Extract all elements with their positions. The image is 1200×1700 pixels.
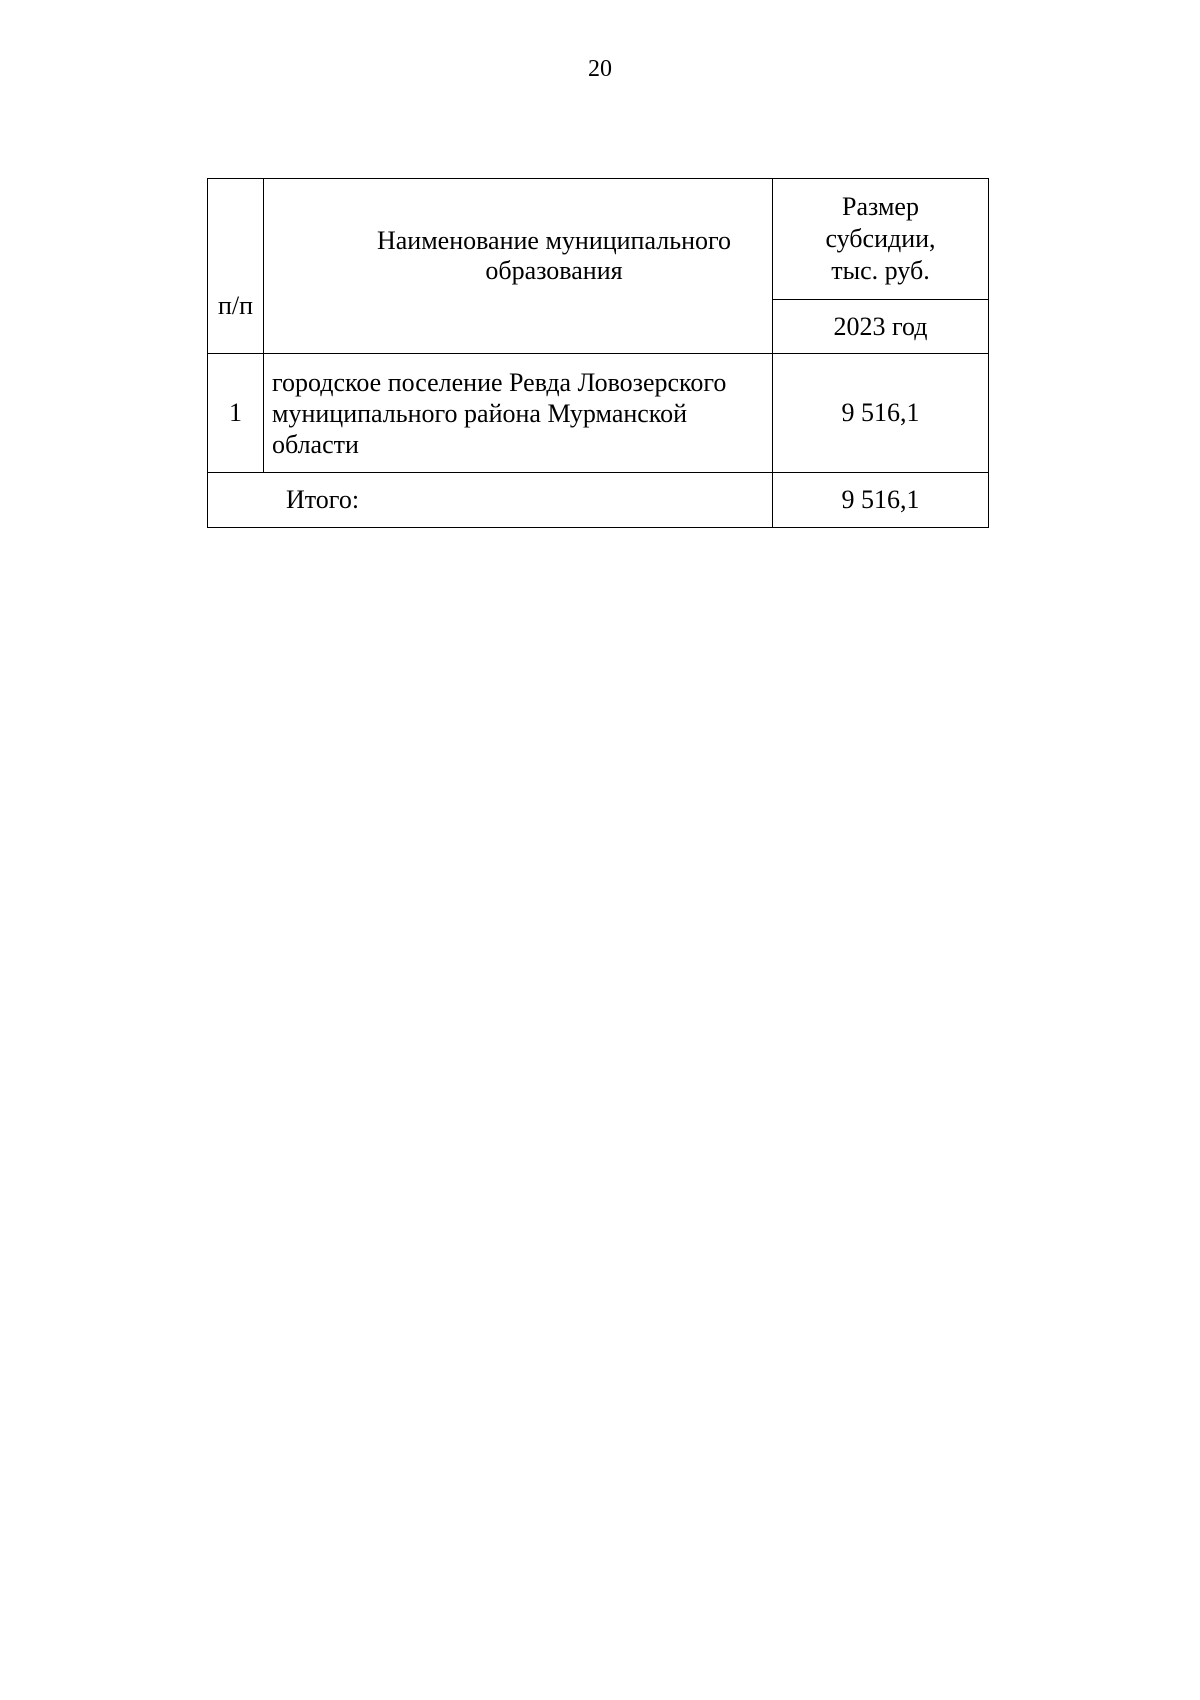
total-amount-cell: 9 516,1 [773, 473, 989, 528]
header-year-cell: 2023 год [773, 300, 989, 354]
total-label-cell [208, 473, 773, 528]
page-number: 20 [588, 56, 612, 82]
header-name-label: Наименование муниципального образования [376, 226, 732, 285]
header-number-cell [208, 179, 264, 354]
header-amount-label: Размер субсидии, тыс. руб. [825, 192, 936, 285]
header-number-label: п/п [217, 291, 254, 320]
table-row [208, 354, 989, 473]
total-label: Итого: [286, 485, 360, 514]
header-name-cell [264, 179, 773, 354]
header-amount-cell [773, 179, 989, 300]
row-name-cell [264, 354, 773, 473]
subsidy-table [207, 178, 989, 528]
row-number-cell: 1 [208, 354, 264, 473]
table-header-row [208, 179, 989, 300]
table-total-row [208, 473, 989, 528]
row-name-label: городское поселение Ревда Ловозерского муниципального района Мурманской области [272, 367, 727, 459]
row-amount-cell: 9 516,1 [773, 354, 989, 473]
